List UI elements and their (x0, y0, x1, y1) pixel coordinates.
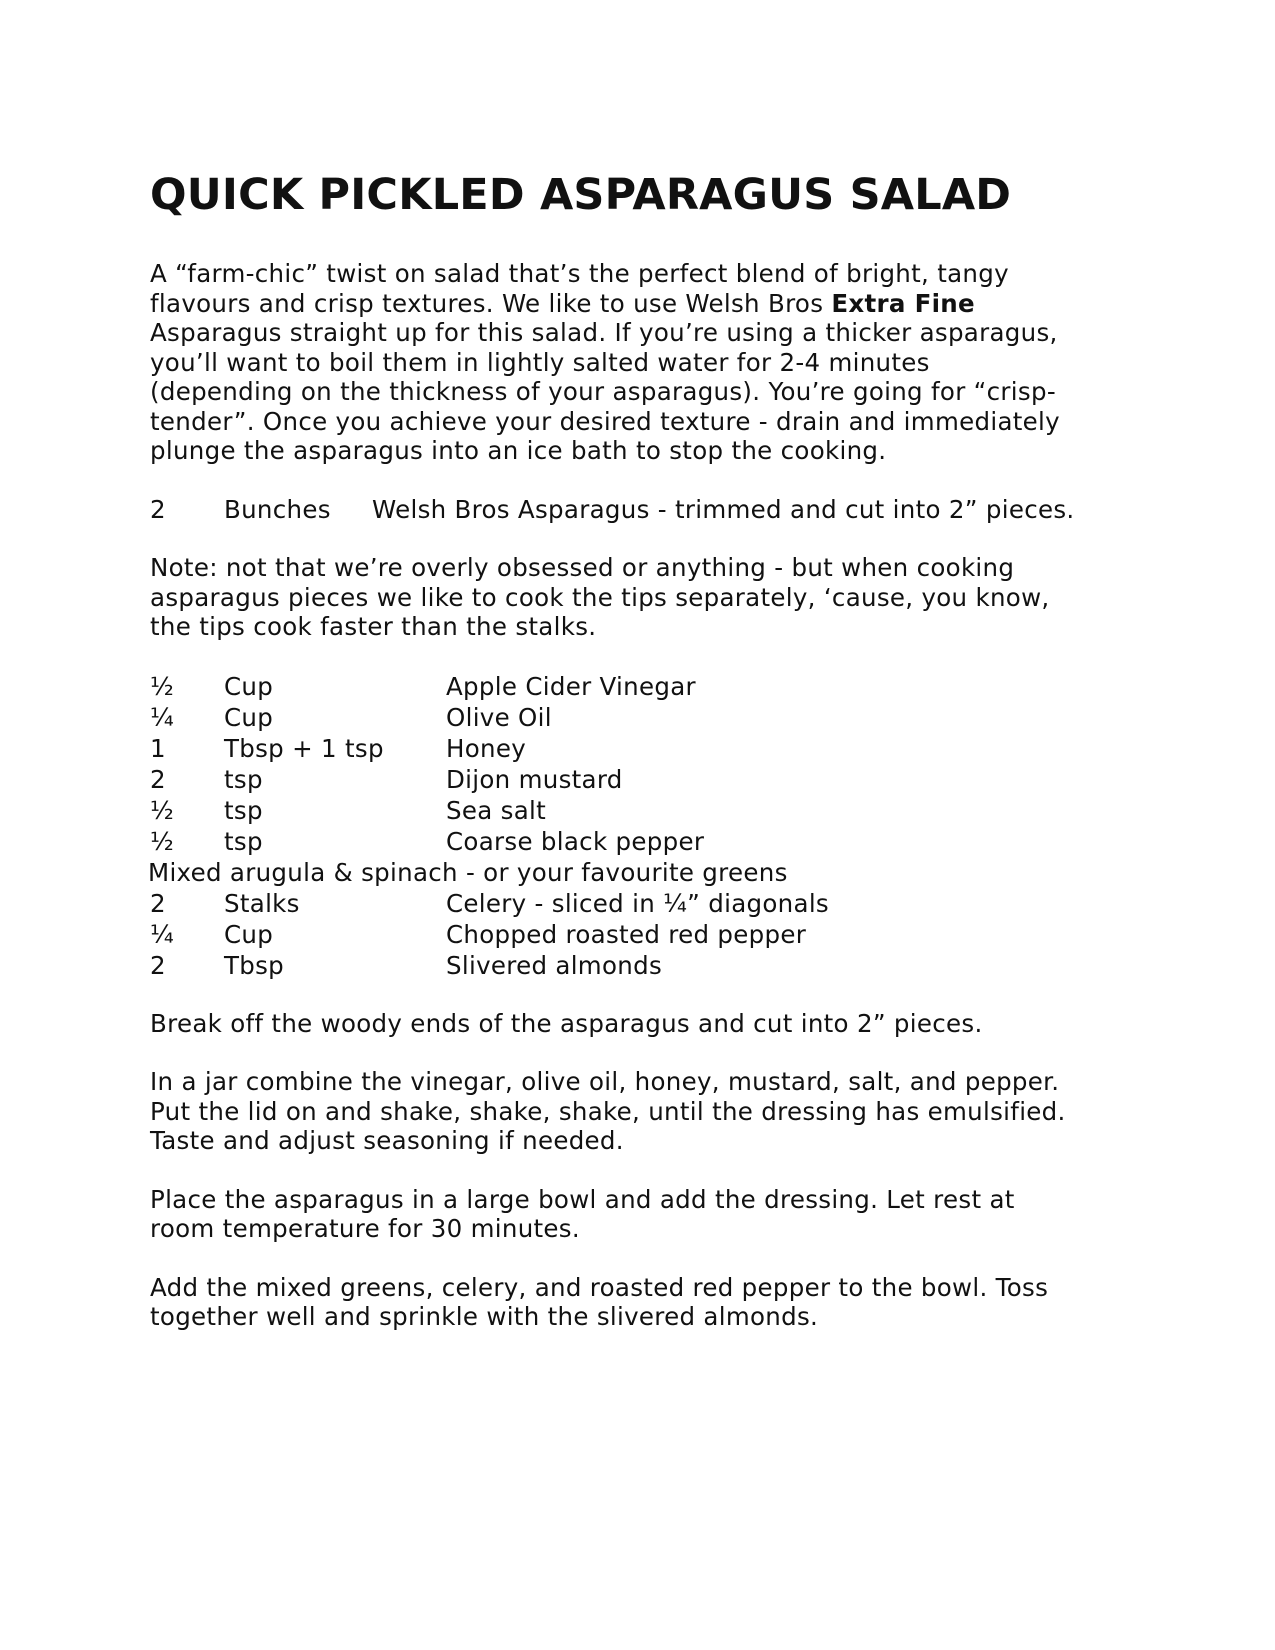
ingredient-qty: 1 (150, 733, 166, 763)
ingredient-qty: 2 (150, 494, 166, 524)
recipe-title: QUICK PICKLED ASPARAGUS SALAD (150, 170, 1012, 220)
ingredient-unit: Cup (224, 702, 274, 732)
ingredient-unit: tsp (224, 764, 263, 794)
ingredient-name: Apple Cider Vinegar (446, 671, 696, 701)
ingredient-name: Olive Oil (446, 702, 552, 732)
ingredient-qty: ½ (150, 671, 175, 701)
ingredient-qty: 2 (150, 888, 166, 918)
ingredient-unit: Bunches (224, 494, 331, 524)
step-paragraph: Break off the woody ends of the asparagus and cut into 2” pieces. (150, 1008, 983, 1038)
ingredient-qty: ¼ (150, 702, 175, 732)
ingredient-qty: ½ (150, 826, 175, 856)
ingredient-row (150, 733, 1080, 764)
asparagus-ingredient (150, 495, 1080, 525)
ingredient-unit: Tbsp (224, 950, 285, 980)
ingredient-unit: Tbsp + 1 tsp (224, 733, 384, 763)
ingredient-name: Slivered almonds (446, 950, 663, 980)
ingredient-row (150, 919, 1080, 950)
intro-text-start: A “farm-chic” twist on salad that’s the perfect blend of bright, tangy flavours and crisp textures. We like to use Welsh Bros (150, 259, 1009, 318)
ingredient-unit: Cup (224, 671, 274, 701)
ingredient-name: Welsh Bros Asparagus - trimmed and cut into 2” pieces. (372, 494, 1075, 524)
ingredient-row (150, 702, 1080, 733)
ingredient-unit: tsp (224, 795, 263, 825)
ingredient-row (150, 764, 1080, 795)
ingredient-name: Celery - sliced in ¼” diagonals (446, 888, 829, 918)
ingredient-unit: Cup (224, 919, 274, 949)
greens-ingredient: Mixed arugula & spinach - or your favourite greens (148, 857, 788, 887)
intro-text-end: Asparagus straight up for this salad. If you’re using a thicker asparagus, you’ll want to boil them in lightly salted water for 2-4 minutes (depending on the thickness of your asparagus). You’re going for “crisp-tender”. Once you achieve your desired texture - drain and immediately plunge the asparagus into an ice bath to stop the cooking. (150, 318, 1060, 465)
ingredient-name: Chopped roasted red pepper (446, 919, 807, 949)
intro-paragraph (150, 259, 1080, 466)
ingredient-qty: ½ (150, 795, 175, 825)
ingredient-row (150, 671, 1080, 702)
ingredient-qty: 2 (150, 950, 166, 980)
ingredient-row (150, 950, 1080, 981)
ingredient-unit: tsp (224, 826, 263, 856)
note-paragraph: Note: not that we’re overly obsessed or anything - but when cooking asparagus pieces we like to cook the tips separately, ‘cause, you know, the tips cook faster than the stalks. (150, 553, 1050, 641)
ingredient-name: Dijon mustard (446, 764, 623, 794)
ingredient-qty: 2 (150, 764, 166, 794)
ingredient-name: Coarse black pepper (446, 826, 705, 856)
ingredient-qty: ¼ (150, 919, 175, 949)
ingredient-unit: Stalks (224, 888, 300, 918)
step-paragraph: Add the mixed greens, celery, and roasted red pepper to the bowl. Toss together well and sprinkle with the slivered almonds. (150, 1272, 1049, 1331)
recipe-page (150, 168, 1080, 1361)
ingredient-name: Honey (446, 733, 527, 763)
ingredient-list (150, 671, 1080, 981)
step-paragraph: In a jar combine the vinegar, olive oil, honey, mustard, salt, and pepper. Put the lid on and shake, shake, shake, until the dressing has emulsified. Taste and adjust seasoning if needed. (150, 1067, 1066, 1155)
ingredient-name: Sea salt (446, 795, 547, 825)
step-paragraph: Place the asparagus in a large bowl and add the dressing. Let rest at room temperature for 30 minutes. (150, 1184, 1015, 1243)
intro-bold-text: Extra Fine (831, 288, 975, 318)
ingredient-row (150, 795, 1080, 826)
ingredient-row (150, 826, 1080, 857)
ingredient-row (150, 888, 1080, 919)
